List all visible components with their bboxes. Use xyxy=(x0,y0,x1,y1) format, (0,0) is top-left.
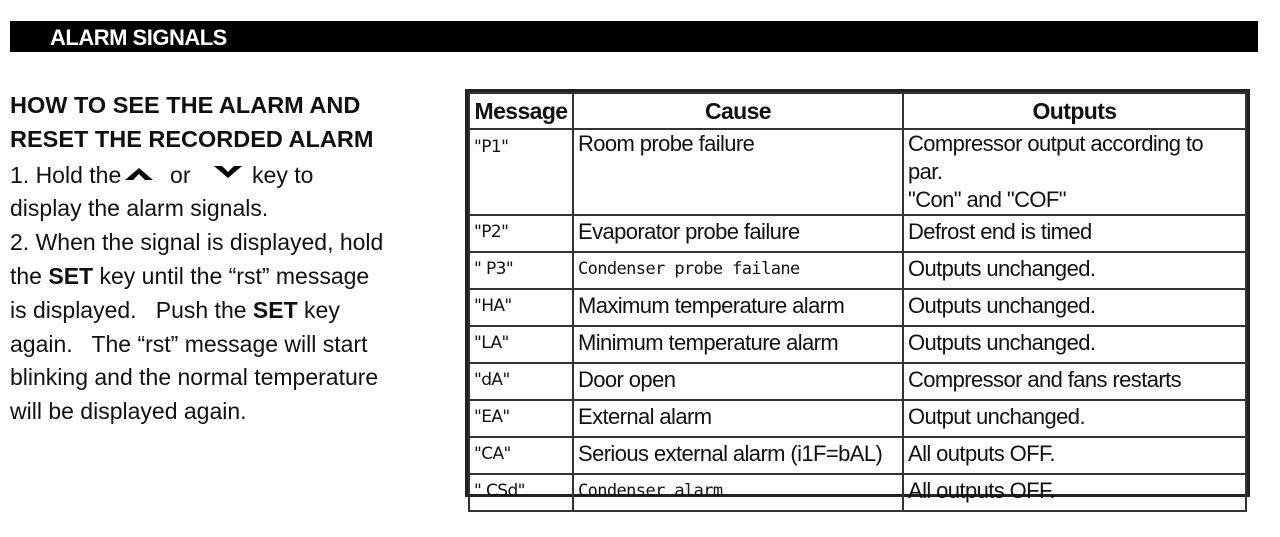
instructions xyxy=(10,89,450,429)
cause-cell: Serious external alarm (i1F=bAL) xyxy=(573,437,903,474)
message-cell: " CSd" xyxy=(469,474,573,511)
outputs-cell: Outputs unchanged. xyxy=(903,289,1246,326)
table-row xyxy=(469,326,1246,363)
step2-text-f: blinking and the normal temperature xyxy=(10,364,379,391)
table-row xyxy=(469,363,1246,400)
cause-cell: Maximum temperature alarm xyxy=(573,289,903,326)
table-header-row xyxy=(469,93,1246,129)
header-outputs: Outputs xyxy=(903,93,1246,129)
alarm-table xyxy=(468,92,1247,512)
table-row xyxy=(469,289,1246,326)
header-message: Message xyxy=(469,93,573,129)
step2-the: the xyxy=(10,262,42,289)
alarm-table-frame xyxy=(465,89,1250,503)
outputs-cell: Outputs unchanged. xyxy=(903,252,1246,289)
cause-cell: Condenser alarm xyxy=(573,474,903,511)
cause-cell: Condenser probe failane xyxy=(573,252,903,289)
step2-text-g: will be displayed again. xyxy=(10,398,247,425)
step2-text-b: key until the “rst” message xyxy=(99,262,370,289)
step2-text-d: key xyxy=(304,296,340,323)
message-cell: "LA" xyxy=(469,326,573,363)
step1-or: or xyxy=(170,161,191,188)
step2-text-e: again. The “rst” message will start xyxy=(10,330,368,357)
step2-text-a: 2. When the signal is displayed, hold xyxy=(10,229,384,256)
set-key-label-2: SET xyxy=(252,296,298,323)
table-row xyxy=(469,437,1246,474)
message-cell: "CA" xyxy=(469,437,573,474)
message-cell: "P1" xyxy=(469,129,573,215)
header-cause: Cause xyxy=(573,93,903,129)
outputs-cell xyxy=(903,129,1246,215)
section-banner xyxy=(10,21,1258,52)
chevron-up-icon xyxy=(123,157,155,191)
step1-text-a: 1. Hold the xyxy=(10,161,122,188)
set-key-label: SET xyxy=(48,262,94,289)
step1-text-b: key to xyxy=(252,161,314,188)
step1-text-c: display the alarm signals. xyxy=(10,195,269,222)
message-cell: " P3" xyxy=(469,252,573,289)
outputs-cell: Output unchanged. xyxy=(903,400,1246,437)
message-cell: "HA" xyxy=(469,289,573,326)
heading-line-2: RESET THE RECORDED ALARM xyxy=(10,125,374,152)
table-row xyxy=(469,400,1246,437)
step2-text-c: is displayed. Push the xyxy=(10,296,247,323)
outputs-cell: All outputs OFF. xyxy=(903,474,1246,511)
step-1 xyxy=(10,157,450,227)
message-cell: "P2" xyxy=(469,215,573,252)
cause-cell: Room probe failure xyxy=(573,129,903,215)
table-row xyxy=(469,252,1246,289)
message-cell: "dA" xyxy=(469,363,573,400)
outputs-line-2: "Con" and "COF" xyxy=(908,187,1066,212)
outputs-cell: All outputs OFF. xyxy=(903,437,1246,474)
instructions-heading xyxy=(10,89,450,157)
message-cell: "EA" xyxy=(469,400,573,437)
cause-cell: Evaporator probe failure xyxy=(573,215,903,252)
cause-cell: External alarm xyxy=(573,400,903,437)
outputs-cell: Defrost end is timed xyxy=(903,215,1246,252)
cause-cell: Minimum temperature alarm xyxy=(573,326,903,363)
section-title: ALARM SIGNALS xyxy=(50,25,227,50)
heading-line-1: HOW TO SEE THE ALARM AND xyxy=(10,92,361,118)
step-2 xyxy=(10,226,450,429)
outputs-cell: Compressor and fans restarts xyxy=(903,363,1246,400)
table-row xyxy=(469,129,1246,215)
table-row xyxy=(469,474,1246,511)
chevron-down-icon xyxy=(212,157,244,191)
table-row xyxy=(469,215,1246,252)
outputs-cell: Outputs unchanged. xyxy=(903,326,1246,363)
cause-cell: Door open xyxy=(573,363,903,400)
outputs-line-1: Compressor output according to par. xyxy=(908,131,1204,184)
